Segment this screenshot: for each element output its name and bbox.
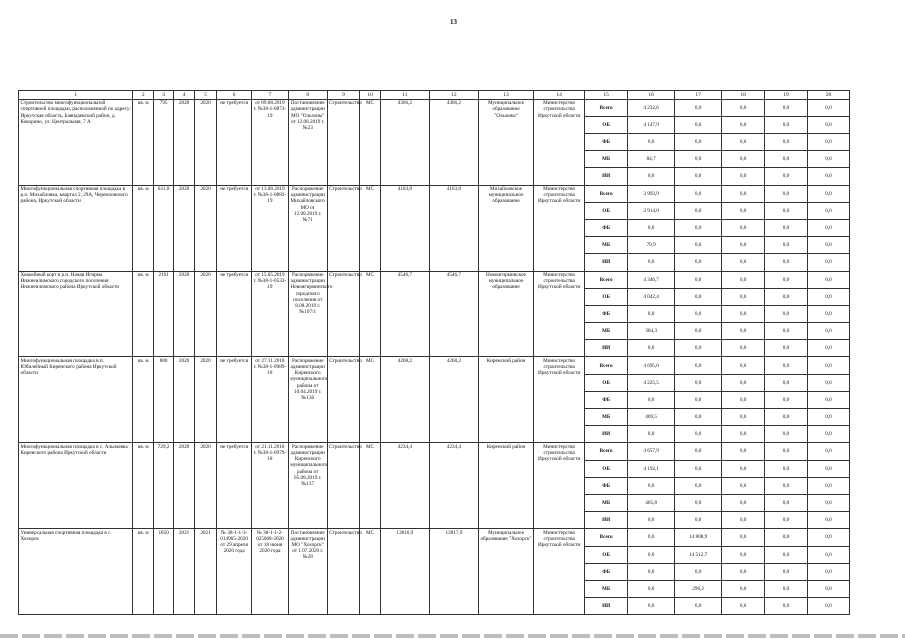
finance-value-cell: 0,0 — [722, 151, 765, 168]
column-number: 18 — [722, 91, 765, 100]
finance-value-cell: 0,0 — [722, 202, 765, 219]
finance-value-cell: 0,0 — [722, 443, 765, 460]
object-capacity-cell: 2161 — [153, 271, 173, 357]
column-number: 7 — [252, 91, 289, 100]
finance-value-cell: 0,0 — [722, 99, 765, 116]
bottom-scan-edge — [0, 634, 905, 638]
object-ownership-cell: МС — [360, 443, 380, 529]
finance-value-cell: 0,0 — [722, 168, 765, 185]
finance-source-label: ОБ — [585, 116, 628, 133]
object-start-cell: 2021 — [174, 529, 194, 615]
finance-value-cell: 14 808,9 — [675, 529, 722, 546]
column-number: 8 — [288, 91, 327, 100]
finance-value-cell: 0,0 — [628, 219, 675, 236]
finance-value-cell: 0,0 — [807, 185, 849, 202]
object-cost-cell: 4366,2 — [380, 99, 429, 185]
finance-value-cell: 0,0 — [807, 271, 849, 288]
finance-source-label: ФБ — [585, 134, 628, 151]
finance-value-cell: 4 042,4 — [628, 288, 675, 305]
object-unit-cell: кв. м — [133, 443, 153, 529]
finance-source-label: ОБ — [585, 202, 628, 219]
finance-source-label: ИИ — [585, 168, 628, 185]
object-row — [19, 529, 850, 546]
finance-source-label: ФБ — [585, 305, 628, 322]
object-name-cell: Строительство многофункциональной спортивной площадки, расположенной по адресу: Иркутская область, Баяндаевский район, д. Кокорино, ул. Центральная, 7 А — [19, 99, 133, 185]
object-cost-cell: 4546,7 — [380, 271, 429, 357]
column-number: 20 — [807, 91, 849, 100]
finance-value-cell: 0,0 — [675, 271, 722, 288]
finance-source-label: Всего — [585, 529, 628, 546]
finance-source-label: МБ — [585, 580, 628, 597]
finance-value-cell: 4 695,0 — [628, 357, 675, 374]
finance-value-cell: 0,0 — [807, 237, 849, 254]
finance-value-cell: 0,0 — [722, 271, 765, 288]
object-expertise-cell: не требуется — [217, 443, 252, 529]
object-end-cell: 2021 — [194, 529, 216, 615]
object-work-cell: Строительство — [327, 271, 360, 357]
finance-value-cell: 0,0 — [675, 391, 722, 408]
finance-value-cell: 0,0 — [807, 151, 849, 168]
object-name-cell: Хоккейный корт в р.п. Новая Игирма Нижнеилимского городского поселения Нижнеилимского района Иркутской области — [19, 271, 133, 357]
finance-value-cell: 0,0 — [722, 374, 765, 391]
finance-source-label: ИИ — [585, 254, 628, 271]
finance-value-cell: 0,0 — [628, 254, 675, 271]
object-expertise-cell: не требуется — [217, 271, 252, 357]
finance-value-cell: 0,0 — [628, 134, 675, 151]
finance-value-cell: 0,0 — [807, 529, 849, 546]
object-permit-cell: от 15.05.2019 г. №38-1-0533-19 — [252, 271, 289, 357]
object-remaining-cell: 4546,7 — [429, 271, 478, 357]
finance-value-cell: 0,0 — [807, 202, 849, 219]
object-ownership-cell: МС — [360, 529, 380, 615]
object-customer-cell: Муниципальное образование "Хохорск" — [478, 529, 533, 615]
finance-value-cell: 0,0 — [675, 460, 722, 477]
finance-source-label: ИИ — [585, 512, 628, 529]
object-end-cell: 2020 — [194, 99, 216, 185]
finance-value-cell: 0,0 — [765, 409, 808, 426]
finance-value-cell: 0,0 — [628, 391, 675, 408]
finance-value-cell: 0,0 — [675, 357, 722, 374]
finance-value-cell: 0,0 — [722, 477, 765, 494]
finance-value-cell: 0,0 — [765, 546, 808, 563]
object-work-cell: Строительство — [327, 185, 360, 271]
object-permit-cell: от 21.11.2018 г. №38-1-0979-18 — [252, 443, 289, 529]
object-remaining-cell: 4163,8 — [429, 185, 478, 271]
finance-value-cell: 0,0 — [628, 580, 675, 597]
finance-value-cell: 0,0 — [765, 305, 808, 322]
object-cost-cell: 4268,2 — [380, 357, 429, 443]
finance-value-cell: 4 657,9 — [628, 443, 675, 460]
finance-value-cell: 0,0 — [722, 288, 765, 305]
object-basis-cell: Распоряжение администрации Новоигирминского городского поселения от 8.08.2019 г. №107/1 — [288, 271, 327, 357]
finance-value-cell: 0,0 — [722, 494, 765, 511]
objects-register-table — [18, 90, 850, 615]
finance-value-cell: 4 232,6 — [628, 99, 675, 116]
finance-value-cell: 4 147,9 — [628, 116, 675, 133]
finance-source-label: Всего — [585, 271, 628, 288]
finance-value-cell: 0,0 — [675, 494, 722, 511]
object-row — [19, 357, 850, 374]
finance-value-cell: 4 225,5 — [628, 374, 675, 391]
finance-value-cell: 0,0 — [807, 409, 849, 426]
finance-value-cell: 0,0 — [765, 168, 808, 185]
finance-source-label: Всего — [585, 185, 628, 202]
column-number: 13 — [478, 91, 533, 100]
object-permit-cell: от 09.08.2019 г. №38-1-0873-19 — [252, 99, 289, 185]
finance-value-cell: 469,5 — [628, 409, 675, 426]
object-customer-cell: Киренский район — [478, 357, 533, 443]
finance-value-cell: 0,0 — [765, 563, 808, 580]
finance-value-cell: 0,0 — [628, 305, 675, 322]
object-end-cell: 2020 — [194, 443, 216, 529]
finance-value-cell: 0,0 — [675, 426, 722, 443]
finance-value-cell: 0,0 — [765, 323, 808, 340]
finance-value-cell: 0,0 — [675, 116, 722, 133]
finance-value-cell: 0,0 — [765, 598, 808, 615]
finance-value-cell: 0,0 — [722, 357, 765, 374]
finance-value-cell: 0,0 — [765, 271, 808, 288]
finance-value-cell: 0,0 — [807, 323, 849, 340]
finance-value-cell: 0,0 — [765, 391, 808, 408]
object-ministry-cell: Министерство строительства Иркутской области — [534, 99, 585, 185]
object-expertise-cell: не требуется — [217, 99, 252, 185]
object-name-cell: Универсальная спортивная площадка в с. Хохорск — [19, 529, 133, 615]
finance-value-cell: 0,0 — [675, 563, 722, 580]
finance-value-cell: 0,0 — [765, 580, 808, 597]
object-start-cell: 2020 — [174, 357, 194, 443]
finance-value-cell: 0,0 — [628, 512, 675, 529]
object-unit-cell: кв. м — [133, 357, 153, 443]
object-name-cell: Многофункциональная площадка в с. Алымовка Киренского района Иркутской области — [19, 443, 133, 529]
finance-value-cell: 0,0 — [675, 202, 722, 219]
finance-source-label: ФБ — [585, 391, 628, 408]
finance-value-cell: 0,0 — [807, 288, 849, 305]
finance-value-cell: 4 192,1 — [628, 460, 675, 477]
finance-value-cell: 0,0 — [807, 116, 849, 133]
object-ministry-cell: Министерство строительства Иркутской области — [534, 271, 585, 357]
object-start-cell: 2020 — [174, 99, 194, 185]
finance-value-cell: 0,0 — [722, 219, 765, 236]
object-remaining-cell: 4366,2 — [429, 99, 478, 185]
finance-value-cell: 0,0 — [722, 546, 765, 563]
finance-value-cell: 0,0 — [765, 477, 808, 494]
object-work-cell: Строительство — [327, 443, 360, 529]
finance-value-cell: 0,0 — [807, 168, 849, 185]
finance-value-cell: 0,0 — [807, 254, 849, 271]
object-unit-cell: кв. м — [133, 271, 153, 357]
finance-source-label: ОБ — [585, 460, 628, 477]
finance-value-cell: 0,0 — [765, 357, 808, 374]
column-number: 1 — [19, 91, 133, 100]
finance-value-cell: 0,0 — [675, 409, 722, 426]
finance-value-cell: 0,0 — [675, 185, 722, 202]
object-permit-cell: № 38-1-1-2-025068-2020 от 18 июня 2020 года — [252, 529, 289, 615]
finance-value-cell: 0,0 — [675, 477, 722, 494]
object-end-cell: 2020 — [194, 185, 216, 271]
object-ministry-cell: Министерство строительства Иркутской области — [534, 185, 585, 271]
page-number: 13 — [450, 18, 457, 26]
finance-value-cell: 0,0 — [722, 254, 765, 271]
column-number: 12 — [429, 91, 478, 100]
finance-value-cell: 0,0 — [765, 374, 808, 391]
finance-source-label: Всего — [585, 357, 628, 374]
finance-value-cell: 0,0 — [722, 323, 765, 340]
finance-source-label: ИИ — [585, 340, 628, 357]
finance-value-cell: 0,0 — [675, 512, 722, 529]
finance-value-cell: 0,0 — [807, 460, 849, 477]
object-row — [19, 443, 850, 460]
finance-value-cell: 0,0 — [807, 443, 849, 460]
finance-value-cell: 0,0 — [722, 116, 765, 133]
finance-value-cell: 0,0 — [675, 237, 722, 254]
column-number: 19 — [765, 91, 808, 100]
object-basis-cell: Распоряжение администрации Киренского муниципального района от 05.08.2019 г. №137 — [288, 443, 327, 529]
finance-value-cell: 0,0 — [722, 426, 765, 443]
object-work-cell: Строительство — [327, 357, 360, 443]
object-permit-cell: от 27.11.2018 г. №38-1-0989-18 — [252, 357, 289, 443]
finance-value-cell: 0,0 — [765, 460, 808, 477]
finance-value-cell: 0,0 — [765, 134, 808, 151]
finance-value-cell: 0,0 — [807, 99, 849, 116]
column-number: 6 — [217, 91, 252, 100]
finance-value-cell: 0,0 — [722, 598, 765, 615]
finance-value-cell: 0,0 — [807, 512, 849, 529]
finance-source-label: ФБ — [585, 563, 628, 580]
finance-source-label: ФБ — [585, 219, 628, 236]
object-customer-cell: Новоигирминское муниципальное образование — [478, 271, 533, 357]
object-capacity-cell: 795 — [153, 99, 173, 185]
finance-value-cell: 0,0 — [722, 580, 765, 597]
finance-value-cell: 0,0 — [628, 546, 675, 563]
object-ownership-cell: МС — [360, 99, 380, 185]
object-start-cell: 2020 — [174, 271, 194, 357]
column-number: 15 — [585, 91, 628, 100]
object-basis-cell: Постановление администрации МО "Хохорск" от 1.07.2020 г. №28 — [288, 529, 327, 615]
object-row — [19, 271, 850, 288]
column-number: 9 — [327, 91, 360, 100]
object-work-cell: Строительство — [327, 99, 360, 185]
object-start-cell: 2020 — [174, 443, 194, 529]
finance-value-cell: 0,0 — [807, 494, 849, 511]
finance-source-label: МБ — [585, 237, 628, 254]
finance-value-cell: 0,0 — [628, 563, 675, 580]
object-cost-cell: 13816,9 — [380, 529, 429, 615]
finance-value-cell: 0,0 — [765, 116, 808, 133]
finance-value-cell: 0,0 — [807, 563, 849, 580]
finance-value-cell: 0,0 — [675, 168, 722, 185]
object-basis-cell: Постановление администрации МО "Ользоны" от 12.08.2019 г. №23 — [288, 99, 327, 185]
finance-value-cell: 0,0 — [675, 219, 722, 236]
finance-value-cell: 0,0 — [765, 426, 808, 443]
finance-value-cell: 0,0 — [722, 237, 765, 254]
finance-value-cell: 4 346,7 — [628, 271, 675, 288]
finance-value-cell: 0,0 — [722, 185, 765, 202]
object-ministry-cell: Министерство строительства Иркутской области — [534, 529, 585, 615]
finance-value-cell: 0,0 — [807, 305, 849, 322]
finance-value-cell: 0,0 — [765, 512, 808, 529]
object-work-cell: Строительство — [327, 529, 360, 615]
finance-value-cell: 0,0 — [722, 340, 765, 357]
finance-value-cell: 0,0 — [722, 460, 765, 477]
object-row — [19, 185, 850, 202]
finance-value-cell: 0,0 — [765, 99, 808, 116]
object-expertise-cell: не требуется — [217, 357, 252, 443]
finance-value-cell: 0,0 — [807, 580, 849, 597]
object-capacity-cell: 800 — [153, 357, 173, 443]
finance-source-label: ОБ — [585, 546, 628, 563]
finance-source-label: ФБ — [585, 477, 628, 494]
finance-source-label: ИИ — [585, 598, 628, 615]
object-expertise-cell: № 38-1-1-3-014965-2020 от 29 апреля 2020 года — [217, 529, 252, 615]
finance-value-cell: 0,0 — [765, 288, 808, 305]
finance-source-label: Всего — [585, 443, 628, 460]
finance-value-cell: 0,0 — [675, 598, 722, 615]
finance-value-cell: 3 914,0 — [628, 202, 675, 219]
finance-value-cell: 0,0 — [675, 323, 722, 340]
object-remaining-cell: 13817,9 — [429, 529, 478, 615]
finance-value-cell: 0,0 — [807, 357, 849, 374]
finance-value-cell: 0,0 — [765, 254, 808, 271]
object-ministry-cell: Министерство строительства Иркутской области — [534, 357, 585, 443]
finance-value-cell: 304,3 — [628, 323, 675, 340]
finance-value-cell: 0,0 — [765, 237, 808, 254]
object-cost-cell: 4234,4 — [380, 443, 429, 529]
object-end-cell: 2020 — [194, 357, 216, 443]
object-unit-cell: кв. м — [133, 99, 153, 185]
finance-value-cell: 0,0 — [765, 529, 808, 546]
finance-value-cell: 0,0 — [807, 598, 849, 615]
finance-source-label: ИИ — [585, 426, 628, 443]
finance-value-cell: 0,0 — [722, 512, 765, 529]
finance-source-label: МБ — [585, 409, 628, 426]
finance-value-cell: 0,0 — [628, 340, 675, 357]
finance-source-label: Всего — [585, 99, 628, 116]
object-unit-cell: кв. м — [133, 185, 153, 271]
finance-source-label: ОБ — [585, 288, 628, 305]
object-cost-cell: 4163,8 — [380, 185, 429, 271]
column-number-row — [19, 91, 850, 100]
object-basis-cell: Распоряжение администрации Киренского муниципального района от 10.04.2019 г. №136 — [288, 357, 327, 443]
column-number: 4 — [174, 91, 194, 100]
column-number: 10 — [360, 91, 380, 100]
finance-value-cell: 0,0 — [675, 151, 722, 168]
finance-value-cell: 0,0 — [675, 374, 722, 391]
finance-value-cell: 0,0 — [807, 546, 849, 563]
object-capacity-cell: 1850 — [153, 529, 173, 615]
finance-source-label: МБ — [585, 494, 628, 511]
finance-value-cell: 0,0 — [628, 168, 675, 185]
finance-value-cell: 296,2 — [675, 580, 722, 597]
finance-value-cell: 0,0 — [675, 99, 722, 116]
finance-value-cell: 0,0 — [765, 340, 808, 357]
column-number: 14 — [534, 91, 585, 100]
finance-value-cell: 0,0 — [628, 477, 675, 494]
finance-value-cell: 0,0 — [765, 443, 808, 460]
finance-value-cell: 0,0 — [675, 305, 722, 322]
finance-value-cell: 84,7 — [628, 151, 675, 168]
finance-value-cell: 0,0 — [807, 477, 849, 494]
object-remaining-cell: 4268,2 — [429, 357, 478, 443]
finance-source-label: МБ — [585, 323, 628, 340]
finance-value-cell: 0,0 — [765, 185, 808, 202]
column-number: 16 — [628, 91, 675, 100]
finance-value-cell: 0,0 — [675, 340, 722, 357]
finance-value-cell: 0,0 — [807, 219, 849, 236]
finance-value-cell: 0,0 — [765, 219, 808, 236]
object-expertise-cell: не требуется — [217, 185, 252, 271]
object-name-cell: Многофункциональная спортивная площадка в р.п. Михайловка, квартал 2, 29А, Черемховского района, Иркутской области — [19, 185, 133, 271]
finance-value-cell: 0,0 — [807, 426, 849, 443]
finance-value-cell: 3 993,9 — [628, 185, 675, 202]
finance-value-cell: 0,0 — [807, 391, 849, 408]
object-capacity-cell: 631,8 — [153, 185, 173, 271]
column-number: 17 — [675, 91, 722, 100]
finance-value-cell: 0,0 — [765, 151, 808, 168]
object-capacity-cell: 729,2 — [153, 443, 173, 529]
finance-value-cell: 0,0 — [722, 305, 765, 322]
finance-value-cell: 0,0 — [675, 134, 722, 151]
finance-value-cell: 0,0 — [765, 494, 808, 511]
object-customer-cell: Муниципальное образование "Ользоны" — [478, 99, 533, 185]
column-number: 5 — [194, 91, 216, 100]
object-start-cell: 2020 — [174, 185, 194, 271]
finance-value-cell: 79,9 — [628, 237, 675, 254]
finance-value-cell: 0,0 — [722, 563, 765, 580]
object-row — [19, 99, 850, 116]
object-customer-cell: Киренский район — [478, 443, 533, 529]
object-ministry-cell: Министерство строительства Иркутской области — [534, 443, 585, 529]
object-remaining-cell: 4234,4 — [429, 443, 478, 529]
finance-value-cell: 465,8 — [628, 494, 675, 511]
finance-value-cell: 0,0 — [722, 409, 765, 426]
finance-source-label: ОБ — [585, 374, 628, 391]
object-ownership-cell: МС — [360, 185, 380, 271]
object-end-cell: 2020 — [194, 271, 216, 357]
object-basis-cell: Распоряжение администрации Михайловского МО от 12.08.2019 г. №71 — [288, 185, 327, 271]
finance-value-cell: 0,0 — [675, 254, 722, 271]
finance-value-cell: 0,0 — [807, 340, 849, 357]
column-number: 11 — [380, 91, 429, 100]
finance-value-cell: 0,0 — [765, 202, 808, 219]
finance-value-cell: 0,0 — [628, 598, 675, 615]
finance-value-cell: 0,0 — [807, 374, 849, 391]
object-ownership-cell: МС — [360, 357, 380, 443]
finance-value-cell: 0,0 — [807, 134, 849, 151]
column-number: 3 — [153, 91, 173, 100]
object-customer-cell: Михайловское муниципальное образование — [478, 185, 533, 271]
finance-value-cell: 0,0 — [722, 529, 765, 546]
finance-value-cell: 0,0 — [722, 391, 765, 408]
object-ownership-cell: МС — [360, 271, 380, 357]
finance-value-cell: 0,0 — [675, 288, 722, 305]
finance-value-cell: 0,0 — [628, 529, 675, 546]
column-number: 2 — [133, 91, 153, 100]
finance-value-cell: 0,0 — [722, 134, 765, 151]
object-name-cell: Многофункциональная площадка в п. Юбилейный Киренского района Иркутской области — [19, 357, 133, 443]
finance-value-cell: 0,0 — [675, 443, 722, 460]
object-permit-cell: от 13.08.2019 г. №38-1-0883-19 — [252, 185, 289, 271]
finance-value-cell: 0,0 — [628, 426, 675, 443]
object-unit-cell: кв. м — [133, 529, 153, 615]
finance-source-label: МБ — [585, 151, 628, 168]
finance-value-cell: 14 512,7 — [675, 546, 722, 563]
